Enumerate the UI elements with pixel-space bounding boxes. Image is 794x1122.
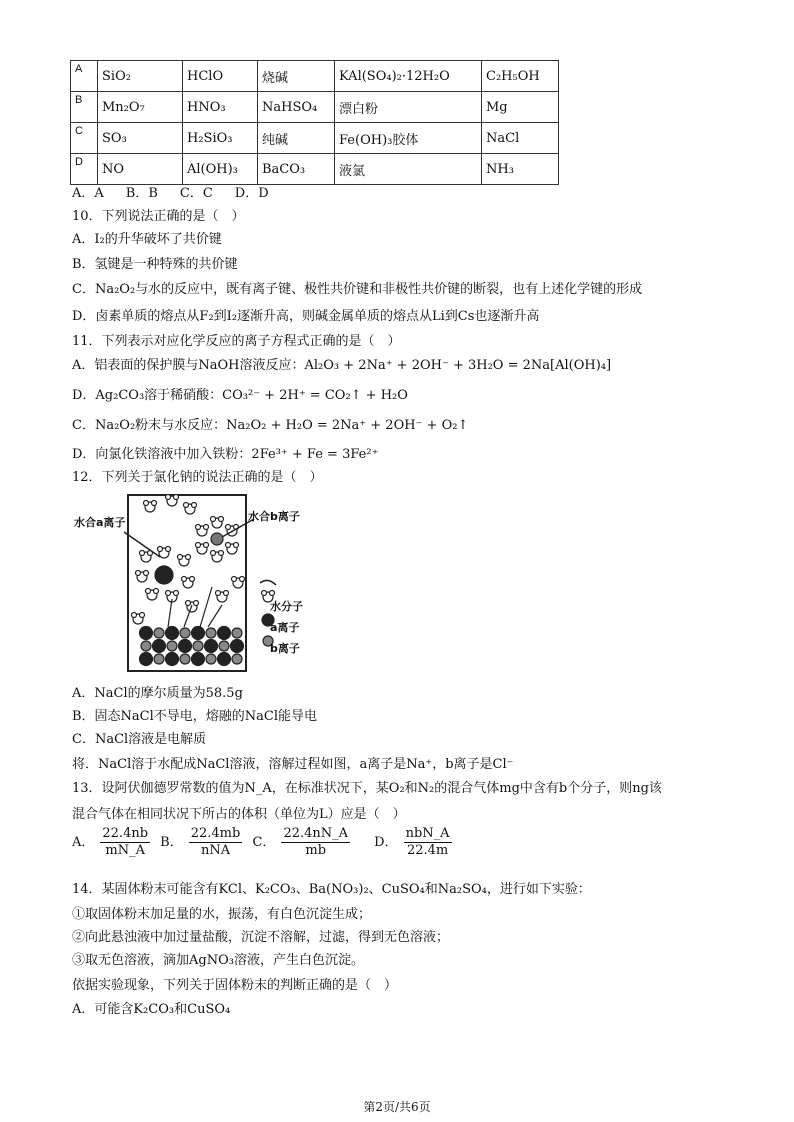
fraction-numerator: nbN_A	[405, 826, 450, 841]
q12-option-b[interactable]: B．固态NaCl不导电，熔融的NaCl能导电	[72, 709, 318, 724]
hydrogen-atom	[211, 551, 216, 556]
row-label: C	[71, 123, 98, 154]
hydrogen-atom	[140, 551, 145, 556]
hydrogen-atom	[154, 589, 159, 594]
hydrogen-atom	[234, 543, 239, 548]
hydrogen-atom	[166, 591, 171, 596]
hydrogen-atom	[219, 551, 224, 556]
q14-step-3: ③取无色溶液，滴加AgNO₃溶液，产生白色沉淀。	[72, 953, 364, 968]
hydrogen-atom	[178, 555, 183, 560]
q13-option-c[interactable]: C． $\frac{22.4nN\_A}{mb}$	[252, 826, 349, 858]
a-ion	[140, 653, 153, 666]
hydrogen-atom	[132, 613, 137, 618]
pointer-water	[260, 580, 276, 585]
hydrogen-atom	[232, 577, 237, 582]
q13-option-a[interactable]: A． $\frac{22.4nb}{mN\_A}$	[72, 826, 149, 858]
dissolution-line	[200, 587, 212, 627]
hydrogen-atom	[204, 543, 209, 548]
hydrogen-atom	[136, 571, 141, 576]
hydrogen-atom	[196, 543, 201, 548]
b-ion	[211, 533, 223, 545]
a-ion	[192, 627, 205, 640]
q9-option-d[interactable]: D．D	[234, 186, 269, 201]
b-ion	[141, 641, 151, 651]
q14-step-2: ②向此悬浊液中加过量盐酸，沉淀不溶解，过滤，得到无色溶液；	[72, 930, 450, 945]
q14-option-a[interactable]: A．可能含K₂CO₃和CuSO₄	[72, 1002, 231, 1017]
q12-option-d[interactable]: 将．NaCl溶于水配成NaCl溶液，溶解过程如图，a离子是Na⁺，b离子是Cl⁻	[72, 757, 514, 772]
b-ion	[193, 641, 203, 651]
hydrogen-atom	[240, 577, 245, 582]
q13-stem-line1: 13．设阿伏伽德罗常数的值为N_A，在标准状况下，某O₂和N₂的混合气体mg中含有b个分子，则ng该	[72, 781, 662, 796]
table-cell: Mn₂O₇	[98, 92, 183, 123]
q10-option-c[interactable]: C．Na₂O₂与水的反应中，既有离子键、极性共价键和非极性共价键的断裂，也有上述化学键的形成	[72, 282, 643, 297]
a-ion	[205, 640, 218, 653]
a-ion	[179, 640, 192, 653]
table-row	[71, 154, 559, 185]
table-cell: NaHSO₄	[258, 92, 335, 123]
q12-option-c[interactable]: C．NaCl溶液是电解质	[72, 732, 207, 747]
hydrogen-atom	[204, 525, 209, 530]
b-ion	[232, 628, 242, 638]
b-ion	[206, 654, 216, 664]
dissolution-line	[168, 599, 172, 627]
table-cell: 烧碱	[258, 61, 335, 92]
b-ion	[206, 628, 216, 638]
hydrogen-atom	[166, 547, 171, 552]
a-ion	[155, 566, 173, 584]
hydrogen-atom	[262, 591, 267, 596]
label-b-ion: b离子	[270, 642, 300, 655]
q10-option-a[interactable]: A．I₂的升华破坏了共价键	[72, 232, 222, 247]
hydrogen-atom	[211, 517, 216, 522]
q9-options	[72, 182, 291, 201]
table-cell: NO	[98, 154, 183, 185]
q12-option-a[interactable]: A．NaCl的摩尔质量为58.5g	[72, 686, 243, 701]
q11-option-d[interactable]: D．向氯化铁溶液中加入铁粉：2Fe³⁺ + Fe = 3Fe²⁺	[72, 447, 379, 462]
label-a-ion: a离子	[270, 621, 300, 634]
hydrogen-atom	[224, 591, 229, 596]
a-ion	[192, 653, 205, 666]
classification-table	[70, 60, 559, 185]
table-cell: HNO₃	[183, 92, 258, 123]
hydrogen-atom	[140, 613, 145, 618]
hydrogen-atom	[196, 525, 201, 530]
q11-option-a[interactable]: A．铝表面的保护膜与NaOH溶液反应：Al₂O₃ + 2Na⁺ + 2OH⁻ + 3H₂O = 2Na[Al(OH)₄]	[72, 358, 612, 373]
table-cell: 液氯	[335, 154, 482, 185]
q13-options	[72, 826, 458, 859]
hydrogen-atom	[184, 503, 189, 508]
table-cell: NaCl	[482, 123, 559, 154]
hydrogen-atom	[192, 503, 197, 508]
hydrogen-atom	[182, 577, 187, 582]
q10-option-d[interactable]: D．卤素单质的熔点从F₂到I₂逐渐升高，则碱金属单质的熔点从Li到Cs也逐渐升高	[72, 309, 540, 324]
table-cell: Fe(OH)₃胶体	[335, 123, 482, 154]
fraction-numerator: 22.4nb	[102, 826, 149, 841]
table-row	[71, 92, 559, 123]
table-row	[71, 123, 559, 154]
q13-option-b[interactable]: B． $\frac{22.4mb}{\text{nNA}}$	[160, 826, 241, 858]
q10-stem: 10．下列说法正确的是（ ）	[72, 209, 245, 224]
row-label: D	[71, 154, 98, 185]
hydrogen-atom	[174, 591, 179, 596]
table-cell: KAl(SO₄)₂·12H₂O	[335, 61, 482, 92]
b-ion	[154, 654, 164, 664]
fraction-numerator: 22.4mb	[190, 826, 241, 841]
fraction-denominator: nNA	[200, 843, 231, 858]
a-ion	[218, 627, 231, 640]
label-hydrated-b: 水合b离子	[248, 510, 300, 523]
table-cell: SiO₂	[98, 61, 183, 92]
table-cell: 漂白粉	[335, 92, 482, 123]
table-row	[71, 61, 559, 92]
q9-option-a[interactable]: A．A	[72, 186, 104, 201]
hydrogen-atom	[194, 601, 199, 606]
b-ion	[180, 628, 190, 638]
hydrogen-atom	[144, 571, 149, 576]
fraction-denominator: 22.4m	[406, 843, 449, 858]
table-cell: HClO	[183, 61, 258, 92]
hydrogen-atom	[146, 589, 151, 594]
q11-option-c[interactable]: C．Na₂O₂粉末与水反应：Na₂O₂ + H₂O = 2Na⁺ + 2OH⁻ + O₂↑	[72, 418, 469, 433]
q14-stem: 14．某固体粉末可能含有KCl、K₂CO₃、Ba(NO₃)₂、CuSO₄和Na₂SO₄，进行如下实验：	[72, 882, 591, 897]
hydrogen-atom	[166, 495, 171, 500]
hydrogen-atom	[186, 601, 191, 606]
dissolution-line	[208, 605, 222, 627]
b-ion	[154, 628, 164, 638]
q14-question: 依据实验现象，下列关于固体粉末的判断正确的是（ ）	[72, 978, 398, 993]
q11-stem: 11．下列表示对应化学反应的离子方程式正确的是（ ）	[72, 334, 401, 349]
q10-option-b[interactable]: B．氢键是一种特殊的共价键	[72, 257, 238, 272]
a-ion	[153, 640, 166, 653]
table-cell: H₂SiO₃	[183, 123, 258, 154]
label-hydrated-a: 水合a离子	[74, 516, 126, 529]
hydrogen-atom	[270, 591, 275, 596]
hydrogen-atom	[190, 577, 195, 582]
row-label: B	[71, 92, 98, 123]
hydrogen-atom	[226, 525, 231, 530]
fraction-denominator: mb	[305, 843, 327, 858]
hydrogen-atom	[219, 517, 224, 522]
table-cell: C₂H₅OH	[482, 61, 559, 92]
q9-option-c[interactable]: C．C	[179, 186, 213, 201]
hydrogen-atom	[216, 591, 221, 596]
hydrogen-atom	[226, 543, 231, 548]
a-ion	[166, 627, 179, 640]
page-number: 第2页/共6页	[363, 1100, 431, 1114]
hydrogen-atom	[174, 495, 179, 500]
hydrogen-atom	[144, 501, 149, 506]
hydrogen-atom	[186, 555, 191, 560]
q12-stem: 12．下列关于氯化钠的说法正确的是（ ）	[72, 470, 323, 485]
a-ion	[140, 627, 153, 640]
table-cell: SO₃	[98, 123, 183, 154]
b-ion	[167, 641, 177, 651]
hydrogen-atom	[158, 547, 163, 552]
fraction-denominator: mN_A	[105, 843, 145, 858]
hydrogen-atom	[152, 501, 157, 506]
a-ion	[218, 653, 231, 666]
table-cell: 纯碱	[258, 123, 335, 154]
q13-stem-line2: 混合气体在相同状况下所占的体积（单位为L）应是（ ）	[72, 807, 406, 822]
a-ion	[166, 653, 179, 666]
q14-step-1: ①取固体粉末加足量的水，振荡，有白色沉淀生成；	[72, 907, 372, 922]
row-label: A	[71, 61, 98, 92]
a-ion	[231, 640, 244, 653]
table-cell: Al(OH)₃	[183, 154, 258, 185]
table-cell: Mg	[482, 92, 559, 123]
table-cell: BaCO₃	[258, 154, 335, 185]
fraction-numerator: 22.4nN_A	[283, 826, 349, 841]
q13-option-d[interactable]: D． $\frac{\text{nbN\_A}}{22.4m}$	[374, 826, 450, 858]
q11-option-b[interactable]: D．Ag₂CO₃溶于稀硝酸：CO₃²⁻ + 2H⁺ = CO₂↑ + H₂O	[72, 388, 408, 403]
label-water: 水分子	[270, 600, 303, 613]
b-ion	[232, 654, 242, 664]
b-ion	[219, 641, 229, 651]
table-cell: NH₃	[482, 154, 559, 185]
b-ion	[180, 654, 190, 664]
q9-option-b[interactable]: B．B	[125, 186, 158, 201]
